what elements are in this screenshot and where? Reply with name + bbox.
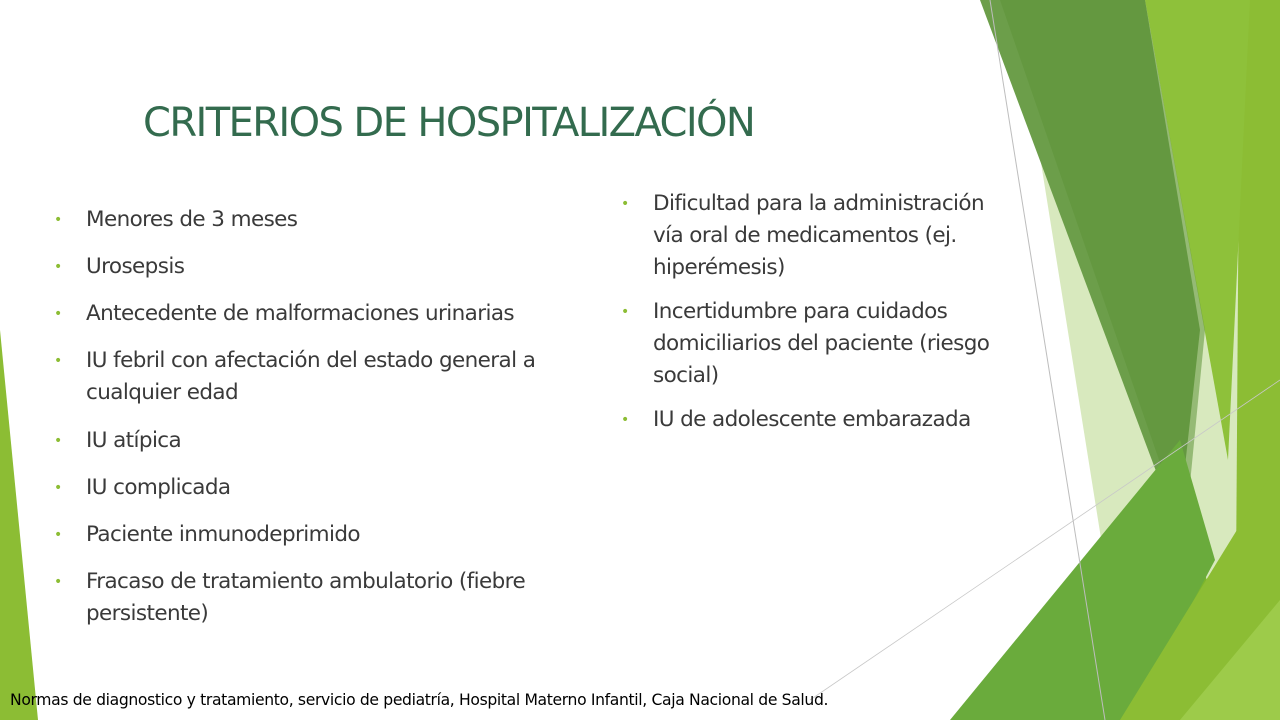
right-criteria-list	[617, 188, 1017, 448]
list-item: • Incertidumbre para cuidados domiciliarios del paciente (riesgo social)	[617, 296, 1017, 392]
left-edge-facet	[0, 330, 38, 720]
list-item: • IU febril con afectación del estado general a cualquier edad	[50, 345, 610, 409]
list-item: • Dificultad para la administración vía oral de medicamentos (ej. hiperémesis)	[617, 188, 1017, 284]
list-item: • IU atípica	[50, 425, 610, 457]
list-item: • IU de adolescente embarazada	[617, 404, 1017, 436]
slide-title: CRITERIOS DE HOSPITALIZACIÓN	[143, 100, 755, 146]
source-citation: Normas de diagnostico y tratamiento, servicio de pediatría, Hospital Materno Infantil, Caja Nacional de Salud.	[10, 691, 829, 709]
list-item: • Antecedente de malformaciones urinarias	[50, 298, 610, 330]
list-item: • Menores de 3 meses	[50, 204, 610, 236]
list-item: • Urosepsis	[50, 251, 610, 283]
list-item: • IU complicada	[50, 472, 610, 504]
list-item: • Paciente inmunodeprimido	[50, 519, 610, 551]
left-criteria-list	[50, 204, 610, 645]
list-item: • Fracaso de tratamiento ambulatorio (fiebre persistente)	[50, 566, 610, 630]
